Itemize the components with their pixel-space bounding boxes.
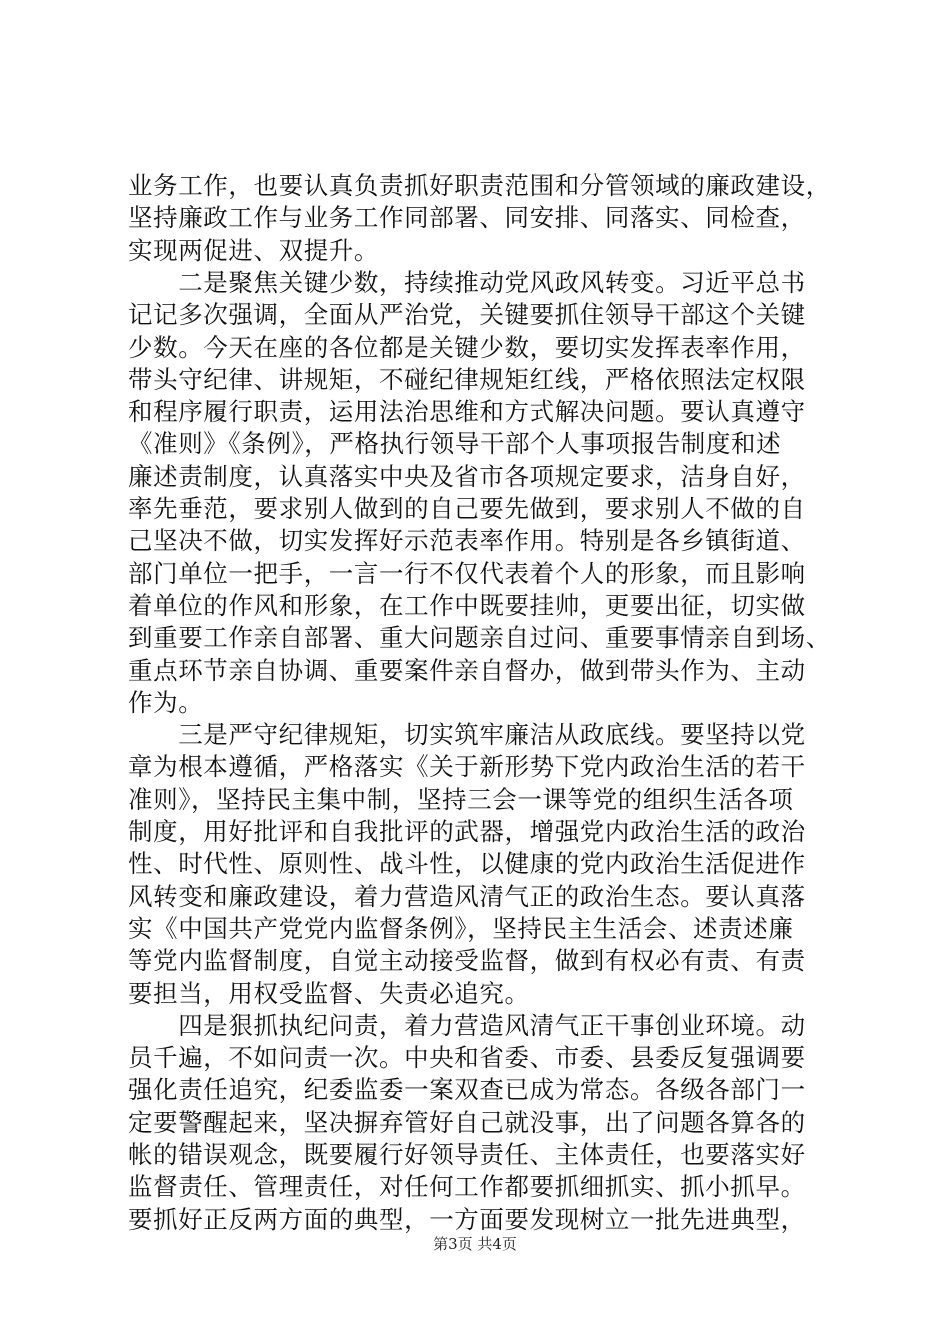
text-line: 员千遍，不如问责一次。中央和省委、市委、县委反复强调要 (128, 1043, 806, 1073)
text-line: 部门单位一把手，一言一行不仅代表着个人的形象，而且影响 (128, 558, 806, 588)
text-line: 二是聚焦关键少数，持续推动党风政风转变。习近平总书 (128, 267, 806, 297)
text-line: 帐的错误观念，既要履行好领导责任、主体责任，也要落实好 (128, 1140, 806, 1169)
text-line: 少数。今天在座的各位都是关键少数，要切实发挥表率作用， (128, 332, 806, 362)
text-line: 和程序履行职责，运用法治思维和方式解决问题。要认真遵守 (128, 397, 806, 427)
text-line: 记记多次强调，全面从严治党，关键要抓住领导干部这个关键 (128, 300, 806, 330)
text-line: 业务工作，也要认真负责抓好职责范围和分管领域的廉政建设， (128, 171, 831, 200)
text-line: 《准则》《条例》，严格执行领导干部个人事项报告制度和述 (128, 429, 782, 459)
text-line: 要抓好正反两方面的典型，一方面要发现树立一批先进典型， (128, 1204, 806, 1234)
text-line: 实现两促进、双提升。 (128, 235, 379, 265)
text-line: 四是狠抓执纪问责，着力营造风清气正干事创业环境。动 (128, 1010, 806, 1040)
text-line: 风转变和廉政建设，着力营造风清气正的政治生态。要认真落 (128, 881, 806, 911)
text-line: 廉述责制度，认真落实中央及省市各项规定要求，洁身自好， (128, 461, 806, 491)
text-line: 监督责任、管理责任，对任何工作都要抓细抓实、抓小抓早。 (128, 1172, 806, 1202)
text-line: 准则》，坚持民主集中制，坚持三会一课等党的组织生活各项 (128, 784, 794, 814)
text-line: 定要警醒起来，坚决摒弃管好自己就没事，出了问题各算各的 (128, 1107, 806, 1137)
text-line: 等党内监督制度，自觉主动接受监督，做到有权必有责、有责 (128, 946, 806, 976)
text-line: 三是严守纪律规矩，切实筑牢廉洁从政底线。要坚持以党 (128, 720, 806, 750)
text-line: 要担当，用权受监督、失责必追究。 (128, 978, 530, 1008)
text-line: 带头守纪律、讲规矩，不碰纪律规矩红线，严格依照法定权限 (128, 364, 806, 394)
text-line: 实《中国共产党党内监督条例》，坚持民主生活会、述责述廉 (128, 913, 794, 943)
text-line: 强化责任追究，纪委监委一案双查已成为常态。各级各部门一 (128, 1075, 806, 1105)
text-line: 坚持廉政工作与业务工作同部署、同安排、同落实、同检查， (128, 203, 806, 233)
text-line: 制度，用好批评和自我批评的武器，增强党内政治生活的政治 (128, 817, 806, 846)
page-footer: 第3页 共4页 (433, 1235, 517, 1253)
text-line: 己坚决不做，切实发挥好示范表率作用。特别是各乡镇街道、 (128, 526, 806, 556)
text-line: 性、时代性、原则性、战斗性，以健康的党内政治生活促进作 (128, 849, 806, 879)
text-line: 到重要工作亲自部署、重大问题亲自过问、重要事情亲自到场、 (128, 623, 831, 653)
text-line: 作为。 (128, 687, 204, 717)
text-line: 章为根本遵循，严格落实《关于新形势下党内政治生活的若干 (128, 752, 806, 782)
text-line: 重点环节亲自协调、重要案件亲自督办，做到带头作为、主动 (128, 655, 806, 685)
text-line: 率先垂范，要求别人做到的自己要先做到，要求别人不做的自 (128, 494, 806, 523)
text-line: 着单位的作风和形象，在工作中既要挂帅，更要出征，切实做 (128, 590, 806, 620)
